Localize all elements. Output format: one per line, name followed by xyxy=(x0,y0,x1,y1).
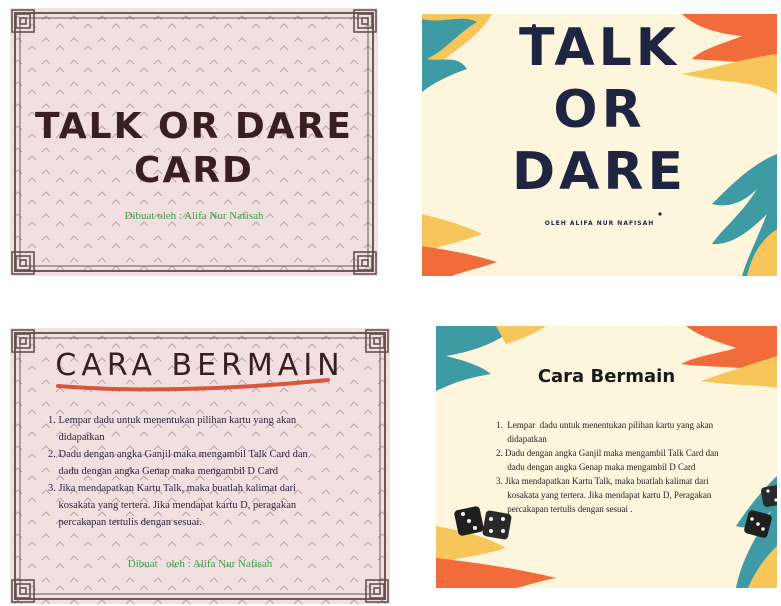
rule-line: 2. Dadu dengan angka Ganjil maka mengambil Talk Card dan xyxy=(496,448,719,458)
card-byline: OLEH ALIFA NUR NAFISAH xyxy=(544,220,655,227)
rule-line: 1. Lempar dadu untuk menentukan pilihan kartu yang akan xyxy=(496,420,714,430)
rule-line: percakapan tertulis dengan sesuai. xyxy=(48,517,202,528)
rule-line: kosakata yang tertera. Jika mendapat kartu D, Peragakan xyxy=(496,490,712,500)
card-byline: Dibuat oleh : Alifa Nur Nafisah xyxy=(124,210,264,222)
rule-line: didapatkan xyxy=(48,432,105,443)
card-title-line1: TALK OR DARE xyxy=(35,106,353,147)
section-title: Cara Bermain xyxy=(537,366,676,387)
card-title-line2: CARD xyxy=(134,150,254,191)
section-title: CARA BERMAIN xyxy=(55,348,345,383)
card-cara-bermain-cream[interactable] xyxy=(436,326,777,588)
rules-list xyxy=(48,412,308,531)
rule-line: 1. Lempar dadu untuk menentukan pilihan kartu yang akan xyxy=(48,415,297,426)
card-talk-or-dare-pink[interactable] xyxy=(10,8,378,276)
rule-line: percakapan tertulis dengan sesuai . xyxy=(496,504,633,514)
rules-list xyxy=(496,418,719,516)
card-title-line1: TALK xyxy=(518,18,681,78)
rule-line: dadu dengan angka Genap maka mengambil D Card xyxy=(48,466,279,477)
rule-line: 3. Jika mendapatkan Kartu Talk, maka buatlah kalimat dari xyxy=(48,483,297,494)
card-title-line2: OR xyxy=(553,80,646,140)
rule-line: kosakata yang tertera. Jika mendapat kartu D, peragakan xyxy=(48,500,297,511)
rule-line: dadu dengan angka Genap maka mengambil D Card xyxy=(496,462,696,472)
rule-line: 2. Dadu dengan angka Ganjil maka mengambil Talk Card dan xyxy=(48,449,308,460)
card-title-line3: DARE xyxy=(512,142,687,202)
card-byline: Dibuat oleh : Alifa Nur Nafisah xyxy=(127,558,273,570)
rule-line: 3. Jika mendapatkan Kartu Talk, maka buatlah kalimat dari xyxy=(496,476,709,486)
rule-line: didapatkan xyxy=(496,434,547,444)
card-talk-or-dare-cream[interactable] xyxy=(422,14,777,276)
card-cara-bermain-pink[interactable] xyxy=(10,328,390,604)
